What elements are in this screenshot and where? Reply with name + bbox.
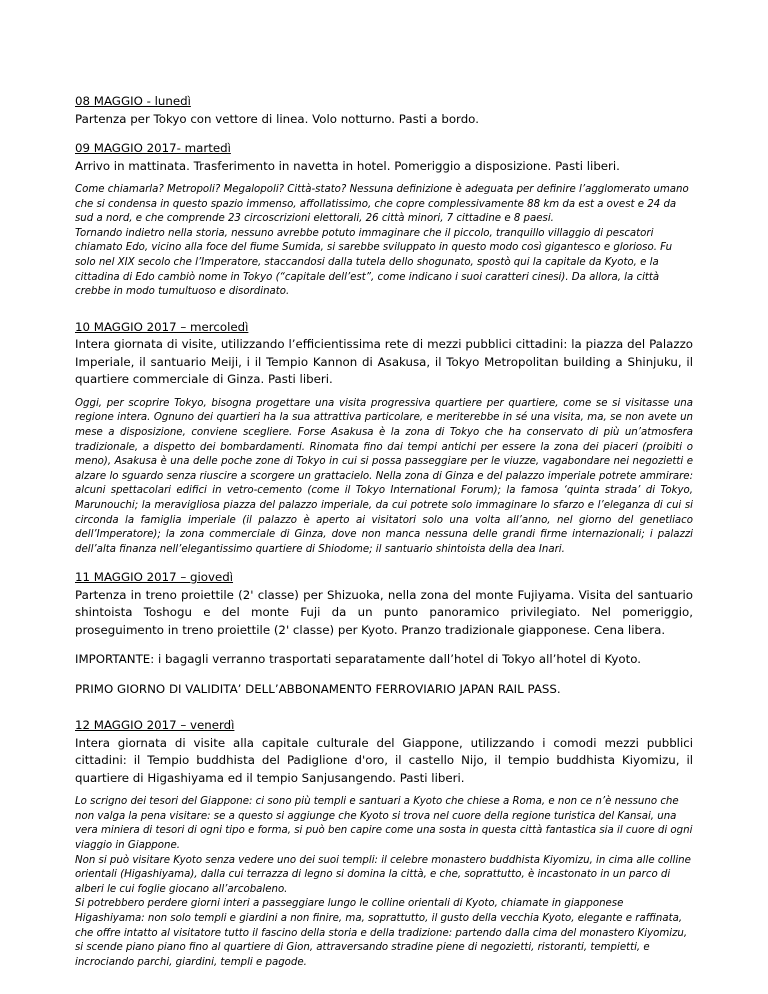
rail-pass-notice: PRIMO GIORNO DI VALIDITA’ DELL’ABBONAMENTO FERROVIARIO JAPAN RAIL PASS. (75, 681, 561, 696)
day-description: Partenza per Tokyo con vettore di linea. Volo notturno. Pasti a bordo. (75, 111, 479, 126)
day-section-10 (75, 319, 693, 558)
day-description: Intera giornata di visite alla capitale culturale del Giappone, utilizzando i comodi mezzi pubblici cittadini: il Tempio buddhista del Padiglione d'oro, il castello Nijo, il tempio buddhista Kiyomizu, il quartiere di Higashiyama ed il tempio Sanjusangendo. Pasti liberi. (75, 735, 693, 785)
day-note: Si potrebbero perdere giorni interi a passeggiare lungo le colline orientali di Kyoto, chiamate in giapponese Higashiyama: non solo templi e giardini a non finire, ma, soprattutto, il gusto della vecchia Kyoto, elegante e raffinata, che offre intatto al visitatore tutto il fascino della storia e della tradizione: partendo dalla cima del monastero Kiyomizu, si scende piano piano fino al quartiere di Gion, attraversando stradine piene di negozietti, ristoranti, tempietti, e incrociando parchi, giardini, templi e pagode. (75, 898, 688, 968)
day-note: Come chiamarla? Metropoli? Megalopoli? Città-stato? Nessuna definizione è adeguata per definire l’agglomerato umano che si condensa in questo spazio immenso, affollatissimo, che copre complessivamente 88 km da est a ovest e 24 da sud a nord, e che comprende 23 circoscrizioni elettorali, 26 città minori, 7 cittadine e 8 paesi. (75, 184, 689, 225)
day-note: Lo scrigno dei tesori del Giappone: ci sono più templi e santuari a Kyoto che chiese a Roma, e non ce n’è nessuno che non valga la pena visitare: se a questo si aggiunge che Kyoto si trova nel cuore della regione turistica del Kansai, una vera miniera di tesori di ogni tipo e forma, si può ben capire come una sosta in questa città fantastica sia il cuore di ogni viaggio in Giappone. (75, 796, 693, 852)
day-header: 08 MAGGIO - lunedì (75, 94, 191, 108)
day-note: Oggi, per scoprire Tokyo, bisogna progettare una visita progressiva quartiere per quartiere, come se si visitasse una regione intera. Ognuno dei quartieri ha la sua attrattiva particolare, e meriterebbe in sé una visita, ma, se non avete un mese a disposizione, conviene scegliere. Forse Asakusa è la zona di Tokyo che ha conservato di più un’atmosfera tradizionale, a dispetto dei bombardamenti. Rinomata fino dai tempi antichi per essere la zona dei piaceri (proibiti o meno), Asakusa è una delle poche zone di Tokyo in cui si possa passeggiare per le viuzze, vagabondare nei negozietti e alzare lo sguardo senza riuscire a scorgere un grattacielo. Nella zona di Ginza e del palazzo imperiale potrete ammirare: alcuni spettacolari edifici in vetro-cemento (come il Tokyo International Forum); la famosa ‘quinta strada’ di Tokyo, Marunouchi; la meravigliosa piazza del palazzo imperiale, da cui potrete solo immaginare lo sfarzo e l’eleganza di cui si circonda la famiglia imperiale (il palazzo è aperto ai visitatori solo una volta all’anno, nel giorno del genetliaco dell’Imperatore); la zona commerciale di Ginza, dove non manca nessuna delle grandi firme internazionali; i palazzi dell’alta finanza nell’elegantissimo quartiere di Shiodome; il santuario shintoista della dea Inari. (75, 397, 693, 555)
itinerary-document (75, 93, 693, 970)
day-section-08 (75, 93, 693, 128)
day-header: 10 MAGGIO 2017 – mercoledì (75, 319, 249, 334)
day-description: Arrivo in mattinata. Trasferimento in navetta in hotel. Pomeriggio a disposizione. Pasti liberi. (75, 158, 620, 173)
day-section-09 (75, 140, 693, 300)
day-note: Tornando indietro nella storia, nessuno avrebbe potuto immaginare che il piccolo, tranquillo villaggio di pescatori chiamato Edo, vicino alla foce del fiume Sumida, si sarebbe sviluppato in questo modo così gigantesco e glorioso. Fu solo nel XIX secolo che l’Imperatore, staccandosi dalla tutela dello shogunato, spostò qui la capitale da Kyoto, e la cittadina di Edo cambiò nome in Tokyo (“capitale dell’est”, come indicano i suoi caratteri cinesi). Da allora, la città crebbe in modo tumultuoso e disordinato. (75, 227, 673, 298)
day-section-11 (75, 569, 693, 698)
day-description: Partenza in treno proiettile (2' classe) per Shizuoka, nella zona del monte Fujiyama. Visita del santuario shintoista Toshogu e del monte Fuji da un punto panoramico privilegiato. Nel pomeriggio, proseguimento in treno proiettile (2' classe) per Kyoto. Pranzo tradizionale giapponese. Cena libera. (75, 587, 693, 637)
day-note: Non si può visitare Kyoto senza vedere uno dei suoi templi: il celebre monastero buddhista Kiyomizu, in cima alle colline orientali (Higashiyama), dalla cui terrazza di legno si domina la città, e che, soprattutto, è incastonato in un parco di alberi le cui foglie giocano all’arcobaleno. (75, 854, 691, 895)
important-notice: IMPORTANTE: i bagagli verranno trasportati separatamente dall’hotel di Tokyo all’hotel di Kyoto. (75, 652, 641, 667)
day-header: 12 MAGGIO 2017 – venerdì (75, 718, 235, 733)
day-header: 11 MAGGIO 2017 – giovedì (75, 570, 234, 585)
day-description: Intera giornata di visite, utilizzando l’efficientissima rete di mezzi pubblici cittadini: la piazza del Palazzo Imperiale, il santuario Meiji, i il Tempio Kannon di Asakusa, il Tokyo Metropolitan building a Shinjuku, il quartiere commerciale di Ginza. Pasti liberi. (75, 337, 693, 387)
day-section-12 (75, 717, 693, 970)
day-header: 09 MAGGIO 2017- martedì (75, 141, 231, 155)
